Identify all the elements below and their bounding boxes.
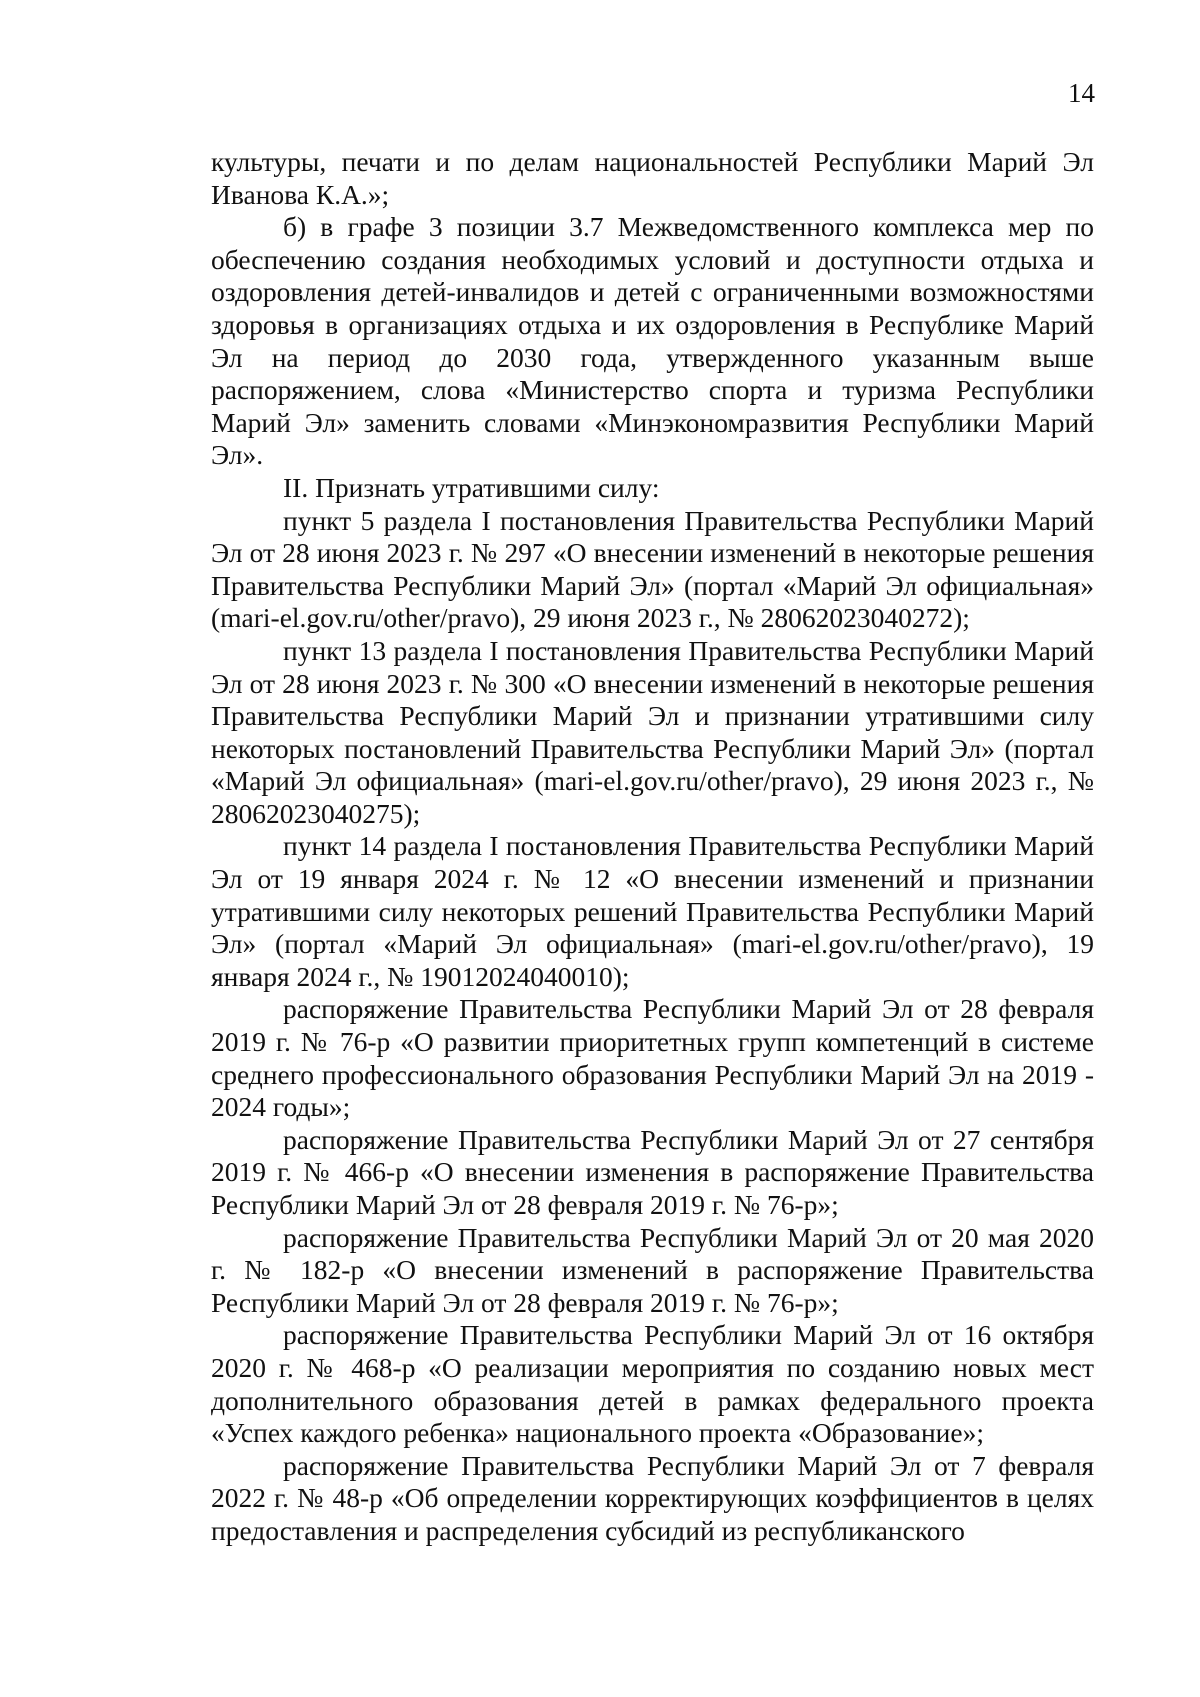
paragraph-item-b: б) в графе 3 позиции 3.7 Межведомственного комплекса мер по обеспечению создания необходимых условий и доступности отдыха и оздоровления детей-инвалидов и детей с ограниченными возможностями здоровья в организациях отдыха и их оздоровления в Республике Марий Эл на период до 2030 года, утвержденного указанным выше распоряжением, слова «Министерство спорта и туризма Республики Марий Эл» заменить словами «Минэкономразвития Республики Марий Эл». [211, 211, 1094, 471]
paragraph-repealed-item-8: распоряжение Правительства Республики Марий Эл от 7 февраля 2022 г. № 48-р «Об определении корректирующих коэффициентов в целях предоставления и распределения субсидий из республиканского [211, 1449, 1094, 1546]
paragraph-repealed-item-7: распоряжение Правительства Республики Марий Эл от 16 октября 2020 г. № 468-р «О реализации мероприятия по созданию новых мест дополнительного образования детей в рамках федерального проекта «Успех каждого ребенка» национального проекта «Образование»; [211, 1319, 1094, 1449]
paragraph-repealed-item-1: пункт 5 раздела I постановления Правительства Республики Марий Эл от 28 июня 2023 г. № 297 «О внесении изменений в некоторые решения Правительства Республики Марий Эл» (портал «Марий Эл официальная» (mari-el.gov.ru/other/pravo), 29 июня 2023 г., № 28062023040272); [211, 504, 1094, 634]
document-body [211, 146, 1094, 1548]
page-number: 14 [1068, 78, 1095, 108]
paragraph-repealed-item-4: распоряжение Правительства Республики Марий Эл от 28 февраля 2019 г. № 76-р «О развитии приоритетных групп компетенций в системе среднего профессионального образования Республики Марий Эл на 2019 - 2024 годы»; [211, 993, 1094, 1123]
paragraph-repealed-item-3: пункт 14 раздела I постановления Правительства Республики Марий Эл от 19 января 2024 г. № 12 «О внесении изменений и признании утратившими силу некоторых решений Правительства Республики Марий Эл» (портал «Марий Эл официальная» (mari-el.gov.ru/other/pravo), 19 января 2024 г., № 19012024040010); [211, 830, 1094, 992]
paragraph-repealed-item-6: распоряжение Правительства Республики Марий Эл от 20 мая 2020 г. № 182-р «О внесении изменений в распоряжение Правительства Республики Марий Эл от 28 февраля 2019 г. № 76-р»; [211, 1221, 1094, 1318]
paragraph-section-ii-heading: II. Признать утратившими силу: [283, 471, 660, 503]
paragraph-repealed-item-2: пункт 13 раздела I постановления Правительства Республики Марий Эл от 28 июня 2023 г. № 300 «О внесении изменений в некоторые решения Правительства Республики Марий Эл и признании утратившими силу некоторых постановлений Правительства Республики Марий Эл» (портал «Марий Эл официальная» (mari-el.gov.ru/other/pravo), 29 июня 2023 г., № 28062023040275); [211, 634, 1094, 829]
paragraph-continuation: культуры, печати и по делам национальностей Республики Марий Эл Иванова К.А.»; [211, 146, 1094, 210]
paragraph-repealed-item-5: распоряжение Правительства Республики Марий Эл от 27 сентября 2019 г. № 466-р «О внесении изменения в распоряжение Правительства Республики Марий Эл от 28 февраля 2019 г. № 76-р»; [211, 1123, 1094, 1220]
